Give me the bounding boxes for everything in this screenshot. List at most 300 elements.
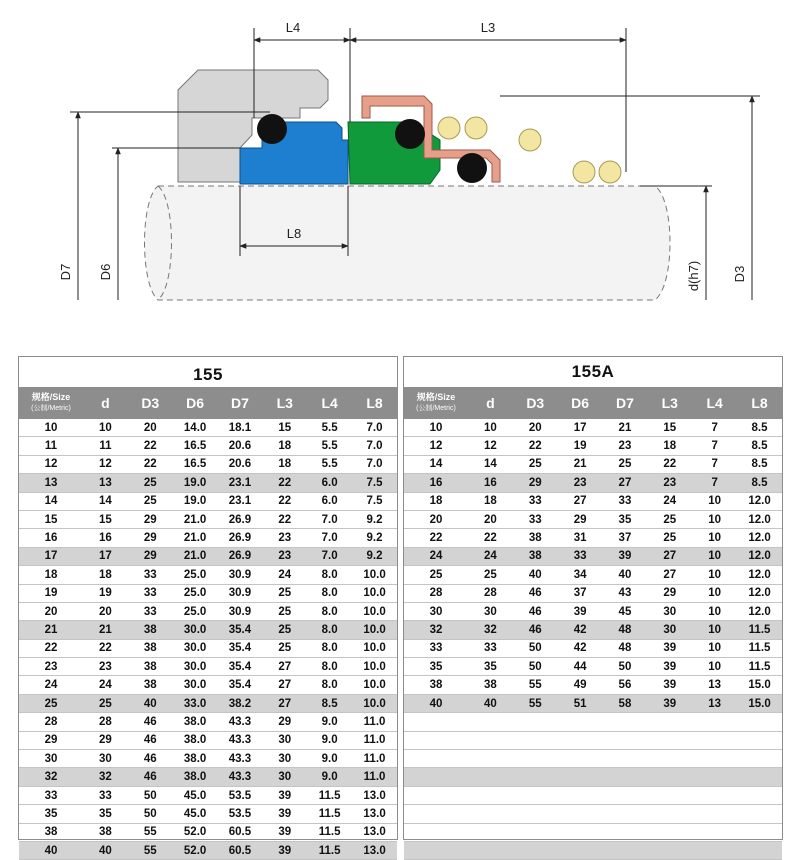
table-row — [19, 529, 397, 547]
o-ring-seat — [257, 114, 287, 144]
cell-l3: 39 — [647, 676, 692, 694]
header-size-label: 规格/Size — [416, 392, 456, 402]
cell-size: 35 — [404, 658, 468, 676]
cell-l3: 18 — [262, 437, 307, 455]
cell-d3: 50 — [513, 639, 558, 657]
cell-d: 35 — [83, 805, 128, 823]
cell-l3: 39 — [262, 786, 307, 804]
cell-d6: 16.5 — [173, 437, 218, 455]
cell-d7 — [603, 841, 648, 859]
label-l8: L8 — [286, 226, 302, 241]
cell-l8: 11.5 — [737, 639, 782, 657]
cell-d: 33 — [468, 639, 513, 657]
cell-d: 10 — [468, 419, 513, 437]
cell-size: 40 — [404, 694, 468, 712]
cell-d3: 33 — [128, 566, 173, 584]
table-155a-body — [404, 419, 782, 860]
cell-l4: 10 — [692, 566, 737, 584]
table-row — [404, 566, 782, 584]
cell-d3 — [513, 823, 558, 841]
cell-l8: 10.0 — [352, 694, 397, 712]
cell-l8: 7.0 — [352, 437, 397, 455]
cell-d: 32 — [83, 768, 128, 786]
cell-d6: 21 — [558, 455, 603, 473]
cell-l3: 25 — [262, 584, 307, 602]
cell-d6 — [558, 841, 603, 859]
cell-l3 — [647, 768, 692, 786]
cell-d6: 38.0 — [173, 731, 218, 749]
cell-d: 38 — [468, 676, 513, 694]
cell-d7: 39 — [603, 547, 648, 565]
cell-d3: 50 — [513, 658, 558, 676]
table-155-panel — [18, 356, 398, 857]
cell-l4 — [692, 823, 737, 841]
cell-d7: 20.6 — [218, 455, 263, 473]
cell-l3: 22 — [262, 474, 307, 492]
cell-l8: 10.0 — [352, 639, 397, 657]
cell-d6: 39 — [558, 602, 603, 620]
cell-l3 — [647, 731, 692, 749]
cell-size: 11 — [19, 437, 83, 455]
table-row — [404, 750, 782, 768]
cell-d6: 25.0 — [173, 602, 218, 620]
table-155a-title: 155A — [571, 362, 615, 381]
cell-size — [404, 768, 468, 786]
cell-l8 — [737, 750, 782, 768]
cell-d3: 40 — [513, 566, 558, 584]
cell-l4: 8.0 — [307, 676, 352, 694]
header-l4: L4 — [307, 387, 352, 419]
cell-d3: 25 — [128, 474, 173, 492]
table-row — [19, 621, 397, 639]
cell-d3: 55 — [128, 823, 173, 841]
cell-d7: 21 — [603, 419, 648, 437]
cell-d3: 46 — [513, 584, 558, 602]
cell-l4: 9.0 — [307, 750, 352, 768]
cell-l4: 11.5 — [307, 841, 352, 859]
cell-d: 12 — [468, 437, 513, 455]
o-ring-face — [395, 119, 425, 149]
cell-size — [404, 786, 468, 804]
cell-l3: 27 — [262, 658, 307, 676]
cell-d3: 33 — [513, 492, 558, 510]
cell-d7: 48 — [603, 621, 648, 639]
stationary-seat — [240, 122, 348, 184]
cell-l4: 9.0 — [307, 713, 352, 731]
cell-d3: 29 — [513, 474, 558, 492]
cell-l4: 7 — [692, 437, 737, 455]
table-row — [404, 510, 782, 528]
cell-d6: 19 — [558, 437, 603, 455]
shaft — [145, 186, 671, 300]
table-row — [19, 694, 397, 712]
cell-d6: 25.0 — [173, 584, 218, 602]
cell-l8 — [737, 841, 782, 859]
cell-d: 29 — [83, 731, 128, 749]
cell-d6: 30.0 — [173, 676, 218, 694]
cell-l8: 10.0 — [352, 566, 397, 584]
cell-d: 38 — [83, 823, 128, 841]
cell-d3: 20 — [513, 419, 558, 437]
cell-d3: 20 — [128, 419, 173, 437]
cell-l8: 10.0 — [352, 658, 397, 676]
cell-size: 33 — [19, 786, 83, 804]
cell-l3: 15 — [647, 419, 692, 437]
cell-l4: 10 — [692, 547, 737, 565]
header-d6: D6 — [173, 387, 218, 419]
table-row — [19, 768, 397, 786]
cell-size: 12 — [404, 437, 468, 455]
cell-l4: 10 — [692, 492, 737, 510]
cell-l3: 27 — [262, 676, 307, 694]
cell-size: 38 — [404, 676, 468, 694]
cell-size — [404, 750, 468, 768]
cell-size — [404, 713, 468, 731]
cell-d3 — [513, 805, 558, 823]
cell-d6 — [558, 713, 603, 731]
cell-l8: 13.0 — [352, 805, 397, 823]
cell-l4: 7 — [692, 455, 737, 473]
cell-l8: 13.0 — [352, 823, 397, 841]
cell-size: 23 — [19, 658, 83, 676]
cell-l4: 7.0 — [307, 547, 352, 565]
table-row — [404, 713, 782, 731]
cell-d6 — [558, 805, 603, 823]
cell-d3 — [513, 731, 558, 749]
cell-d: 17 — [83, 547, 128, 565]
cell-l8: 15.0 — [737, 694, 782, 712]
cell-l8: 10.0 — [352, 602, 397, 620]
cell-l3: 15 — [262, 419, 307, 437]
cell-d: 16 — [468, 474, 513, 492]
cell-l4: 10 — [692, 658, 737, 676]
cell-size: 24 — [404, 547, 468, 565]
header-d: d — [468, 387, 513, 419]
cell-d: 35 — [468, 658, 513, 676]
table-row — [19, 584, 397, 602]
cell-l4: 5.5 — [307, 455, 352, 473]
cell-size: 21 — [19, 621, 83, 639]
table-row — [19, 419, 397, 437]
cell-l3: 39 — [262, 841, 307, 859]
cell-d6: 30.0 — [173, 639, 218, 657]
cell-d7: 18.1 — [218, 419, 263, 437]
cell-l8: 7.0 — [352, 455, 397, 473]
cell-l3: 27 — [647, 566, 692, 584]
cell-l3 — [647, 750, 692, 768]
cell-d7 — [603, 768, 648, 786]
cell-d7: 40 — [603, 566, 648, 584]
cell-d3: 46 — [513, 602, 558, 620]
cell-l4: 5.5 — [307, 419, 352, 437]
cell-size: 16 — [19, 529, 83, 547]
cell-d7: 56 — [603, 676, 648, 694]
cell-d: 28 — [468, 584, 513, 602]
cell-d7: 43.3 — [218, 750, 263, 768]
cell-d7 — [603, 731, 648, 749]
cell-d7: 35.4 — [218, 621, 263, 639]
cell-d7 — [603, 713, 648, 731]
cell-d7: 45 — [603, 602, 648, 620]
cell-l8: 11.0 — [352, 713, 397, 731]
cell-d3: 46 — [128, 750, 173, 768]
table-row — [19, 823, 397, 841]
cell-l4: 11.5 — [307, 805, 352, 823]
label-l4: L4 — [285, 20, 301, 35]
cell-l3: 25 — [262, 621, 307, 639]
table-row — [404, 437, 782, 455]
cell-size: 40 — [19, 841, 83, 859]
cell-d7 — [603, 805, 648, 823]
cell-l4: 11.5 — [307, 823, 352, 841]
cell-l8: 7.0 — [352, 419, 397, 437]
cell-d3: 50 — [128, 786, 173, 804]
table-row — [404, 584, 782, 602]
cell-d6: 16.5 — [173, 455, 218, 473]
cell-l3 — [647, 823, 692, 841]
cell-d: 25 — [83, 694, 128, 712]
cell-d3: 46 — [513, 621, 558, 639]
table-row — [404, 602, 782, 620]
cell-d3: 38 — [128, 676, 173, 694]
cell-l4: 9.0 — [307, 731, 352, 749]
cell-d — [468, 750, 513, 768]
cell-d: 32 — [468, 621, 513, 639]
cell-size: 25 — [19, 694, 83, 712]
table-row — [19, 639, 397, 657]
cell-l8: 8.5 — [737, 455, 782, 473]
label-d7: D7 — [58, 263, 73, 281]
cell-d7: 38.2 — [218, 694, 263, 712]
cell-d: 25 — [468, 566, 513, 584]
cell-l3: 22 — [647, 455, 692, 473]
table-row — [404, 419, 782, 437]
table-155a — [404, 387, 782, 860]
table-row — [19, 474, 397, 492]
cell-l3: 30 — [262, 750, 307, 768]
cell-d6 — [558, 731, 603, 749]
table-row — [19, 510, 397, 528]
cell-size: 10 — [404, 419, 468, 437]
cell-l8 — [737, 823, 782, 841]
cell-l4: 7 — [692, 474, 737, 492]
cell-d3: 38 — [513, 529, 558, 547]
cell-size — [404, 805, 468, 823]
cell-l8 — [737, 713, 782, 731]
cell-d6 — [558, 768, 603, 786]
cell-d3: 38 — [513, 547, 558, 565]
label-d6: D6 — [98, 263, 113, 281]
cell-d6: 38.0 — [173, 768, 218, 786]
table-row — [19, 805, 397, 823]
cell-d3: 22 — [128, 455, 173, 473]
cell-l3: 39 — [647, 639, 692, 657]
cell-d7: 43 — [603, 584, 648, 602]
cell-l3: 39 — [647, 658, 692, 676]
cell-l4 — [692, 786, 737, 804]
cell-d7: 20.6 — [218, 437, 263, 455]
cell-l4: 8.5 — [307, 694, 352, 712]
cell-l4: 8.0 — [307, 566, 352, 584]
cell-d3: 40 — [128, 694, 173, 712]
cell-d: 22 — [83, 639, 128, 657]
cell-d7: 48 — [603, 639, 648, 657]
cell-d3 — [513, 750, 558, 768]
table-row — [19, 658, 397, 676]
cell-size: 19 — [19, 584, 83, 602]
cell-l4 — [692, 841, 737, 859]
cell-d: 20 — [83, 602, 128, 620]
cell-d7 — [603, 823, 648, 841]
cell-l3: 30 — [647, 621, 692, 639]
table-row — [19, 713, 397, 731]
header-size-sub: (公制/Metric) — [416, 405, 456, 412]
cell-d6: 29 — [558, 510, 603, 528]
cell-l8: 12.0 — [737, 602, 782, 620]
cell-l3: 24 — [262, 566, 307, 584]
cell-l8: 8.5 — [737, 474, 782, 492]
cell-l8: 15.0 — [737, 676, 782, 694]
cell-l3 — [647, 786, 692, 804]
cell-d3: 38 — [128, 639, 173, 657]
cell-l8: 12.0 — [737, 584, 782, 602]
cell-d3: 38 — [128, 621, 173, 639]
header-d7: D7 — [603, 387, 648, 419]
cell-l8: 12.0 — [737, 529, 782, 547]
cell-l8: 12.0 — [737, 492, 782, 510]
cell-l8: 11.5 — [737, 658, 782, 676]
header-size-label: 规格/Size — [31, 392, 71, 402]
label-l3: L3 — [480, 20, 496, 35]
cell-d6 — [558, 823, 603, 841]
cell-l3: 24 — [647, 492, 692, 510]
cell-l8 — [737, 805, 782, 823]
cell-d6: 38.0 — [173, 750, 218, 768]
cell-d3: 46 — [128, 768, 173, 786]
cell-l8: 7.5 — [352, 474, 397, 492]
cell-d3: 38 — [128, 658, 173, 676]
cell-l4: 13 — [692, 676, 737, 694]
cell-d: 13 — [83, 474, 128, 492]
cell-d3 — [513, 768, 558, 786]
cell-l8: 11.5 — [737, 621, 782, 639]
header-l3: L3 — [647, 387, 692, 419]
cell-l4: 11.5 — [307, 786, 352, 804]
cell-l3: 29 — [647, 584, 692, 602]
cell-d6 — [558, 786, 603, 804]
cell-d3: 50 — [128, 805, 173, 823]
table-row — [19, 731, 397, 749]
cell-d6: 27 — [558, 492, 603, 510]
cell-d3: 46 — [128, 713, 173, 731]
cell-size: 28 — [404, 584, 468, 602]
cell-l8 — [737, 731, 782, 749]
cell-d7: 60.5 — [218, 823, 263, 841]
cell-l4 — [692, 713, 737, 731]
cell-l8: 13.0 — [352, 841, 397, 859]
cell-d7: 26.9 — [218, 547, 263, 565]
cell-size: 22 — [19, 639, 83, 657]
table-155a-panel — [403, 356, 783, 840]
cell-size: 32 — [19, 768, 83, 786]
cell-size: 13 — [19, 474, 83, 492]
cell-size: 12 — [19, 455, 83, 473]
cell-size: 18 — [404, 492, 468, 510]
cell-l4: 7.0 — [307, 510, 352, 528]
cell-d3: 29 — [128, 529, 173, 547]
table-row — [404, 786, 782, 804]
cell-size: 35 — [19, 805, 83, 823]
table-row — [19, 786, 397, 804]
cell-l4 — [692, 768, 737, 786]
cell-d: 21 — [83, 621, 128, 639]
table-row — [19, 455, 397, 473]
cell-size: 32 — [404, 621, 468, 639]
cell-d6: 31 — [558, 529, 603, 547]
table-row — [404, 823, 782, 841]
cell-d3: 29 — [128, 547, 173, 565]
cell-d3: 33 — [513, 510, 558, 528]
table-155a-header-row — [404, 387, 782, 419]
cell-d: 24 — [83, 676, 128, 694]
cell-d7: 53.5 — [218, 805, 263, 823]
cell-l8: 10.0 — [352, 621, 397, 639]
cell-l3: 25 — [647, 529, 692, 547]
cell-d: 16 — [83, 529, 128, 547]
cell-d3: 22 — [513, 437, 558, 455]
cell-size: 20 — [404, 510, 468, 528]
cell-l4: 9.0 — [307, 768, 352, 786]
cell-l3: 39 — [262, 823, 307, 841]
cell-d: 40 — [83, 841, 128, 859]
cell-l3: 22 — [262, 510, 307, 528]
cell-d — [468, 841, 513, 859]
cell-d7: 53.5 — [218, 786, 263, 804]
cell-d7: 27 — [603, 474, 648, 492]
cell-d — [468, 786, 513, 804]
cell-l3: 23 — [262, 547, 307, 565]
cell-l3 — [647, 713, 692, 731]
cell-l8: 9.2 — [352, 510, 397, 528]
cell-d7 — [603, 786, 648, 804]
cell-d3: 25 — [513, 455, 558, 473]
cell-size: 20 — [19, 602, 83, 620]
cell-l4: 10 — [692, 584, 737, 602]
cell-l8: 11.0 — [352, 768, 397, 786]
cell-d7: 30.9 — [218, 584, 263, 602]
cell-l3: 30 — [262, 768, 307, 786]
cell-d6: 38.0 — [173, 713, 218, 731]
cell-d: 30 — [468, 602, 513, 620]
cell-size: 38 — [19, 823, 83, 841]
cell-l3: 30 — [262, 731, 307, 749]
cell-d3: 25 — [128, 492, 173, 510]
cell-l3: 18 — [647, 437, 692, 455]
cell-l3: 23 — [262, 529, 307, 547]
cell-d: 12 — [83, 455, 128, 473]
cell-d6: 25.0 — [173, 566, 218, 584]
cell-d7 — [603, 750, 648, 768]
cell-d3: 33 — [128, 584, 173, 602]
cell-l4: 8.0 — [307, 584, 352, 602]
cell-l8: 12.0 — [737, 510, 782, 528]
table-155 — [19, 387, 397, 860]
cell-l8: 8.5 — [737, 419, 782, 437]
cell-l8: 13.0 — [352, 786, 397, 804]
cell-d — [468, 805, 513, 823]
cell-d6: 19.0 — [173, 474, 218, 492]
cell-d3: 46 — [128, 731, 173, 749]
